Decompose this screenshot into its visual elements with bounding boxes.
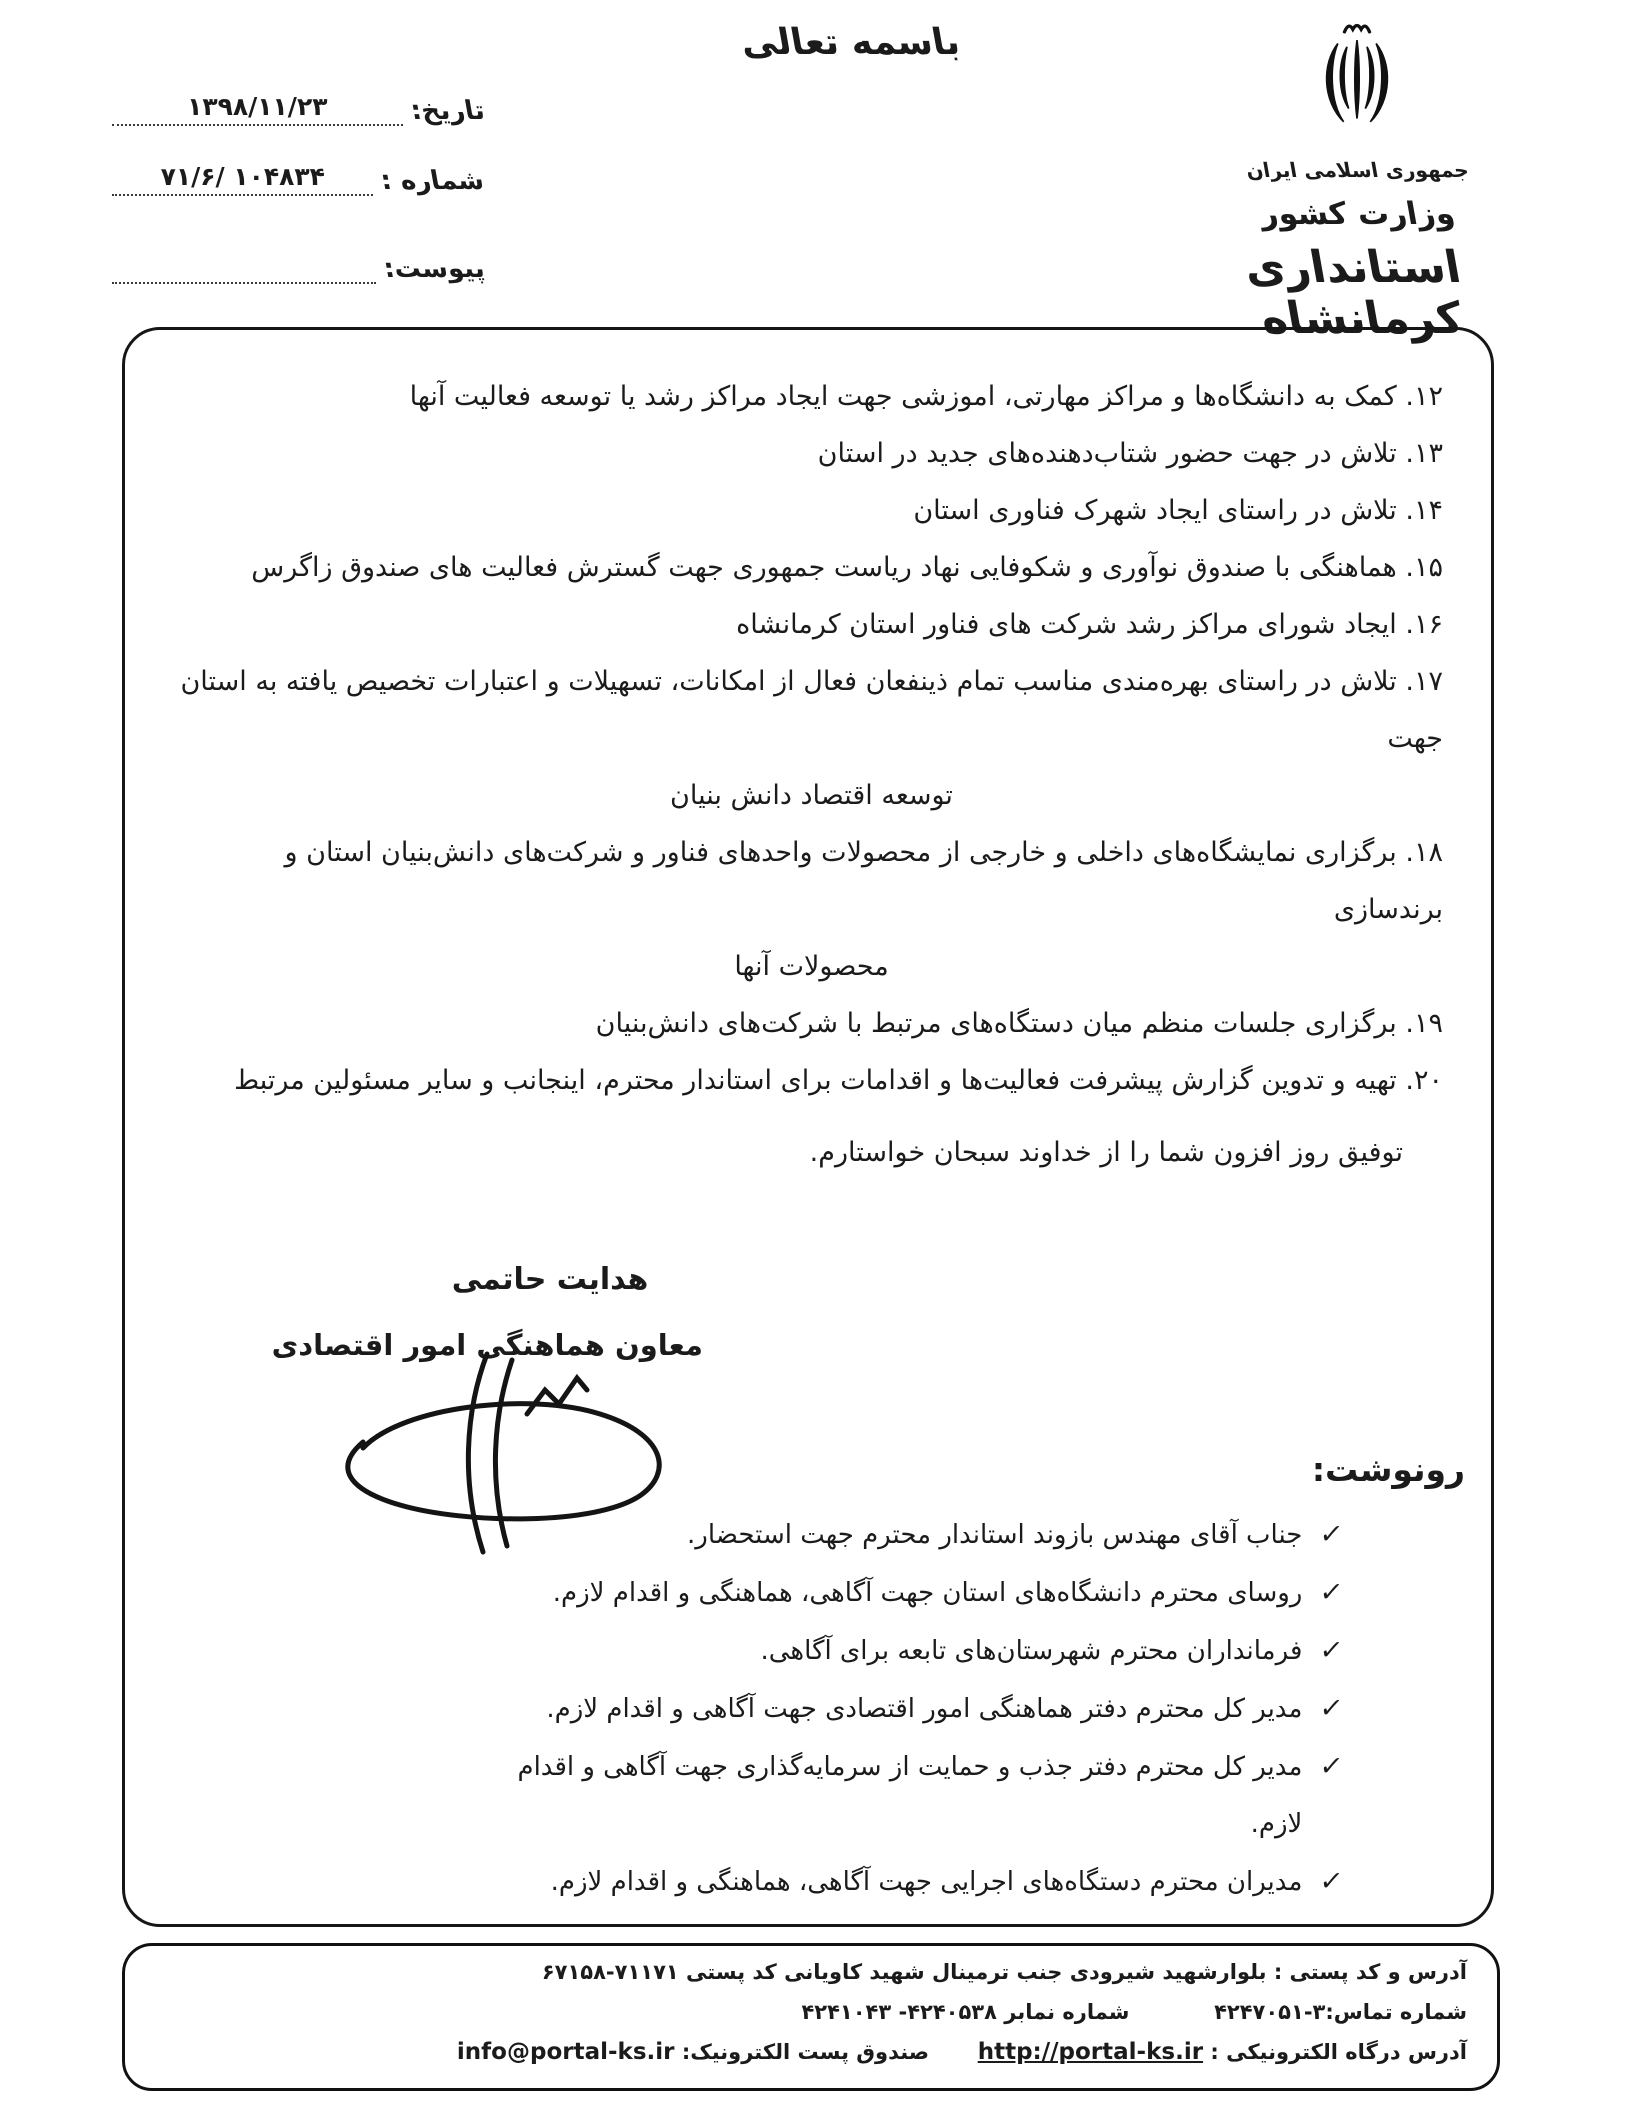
bismillah-text: باسمه تعالی xyxy=(737,22,963,63)
cc-item-5: ✓ مدیر کل محترم دفتر جذب و حمایت از سرمایه‌گذاری جهت آگاهی و اقدام لازم. xyxy=(485,1738,1465,1853)
footer-web-line xyxy=(155,2037,1467,2068)
check-icon: ✓ xyxy=(1318,1635,1346,1666)
list-item-18-continuation: محصولات آنها xyxy=(734,951,889,982)
signer-name: هدایت حاتمی xyxy=(451,1262,649,1297)
address-label: آدرس و کد پستی : xyxy=(1273,1960,1467,1984)
list-item-17-continuation: توسعه اقتصاد دانش بنیان xyxy=(670,780,953,811)
portal-url: http://portal-ks.ir xyxy=(977,2039,1204,2065)
check-icon: ✓ xyxy=(1318,1866,1346,1897)
letter-body xyxy=(125,330,1491,1173)
footer-contact-box xyxy=(122,1943,1500,2091)
letter-body-box xyxy=(122,327,1494,1927)
web-label: آدرس درگاه الکترونیکی : xyxy=(1210,2040,1467,2064)
check-icon: ✓ xyxy=(1318,1751,1346,1782)
cc-item-2: ✓ روسای محترم دانشگاه‌های استان جهت آگاهی، هماهنگی و اقدام لازم. xyxy=(485,1564,1465,1622)
number-row xyxy=(112,152,487,196)
list-item-13: ۱۳. تلاش در جهت حضور شتاب‌دهنده‌های جدید در استان xyxy=(817,438,1443,469)
cc-heading: رونوشت: xyxy=(1311,1450,1465,1489)
footer-phone-line xyxy=(155,1997,1467,2028)
postal-code: ۶۷۱۵۸-۷۱۱۷۱ xyxy=(541,1960,679,1984)
letterhead-block xyxy=(1177,6,1537,344)
attachment-line xyxy=(112,250,376,284)
date-value: ۱۳۹۸/۱۱/۲۳ xyxy=(187,92,328,121)
list-item-12: ۱۲. کمک به دانشگاه‌ها و مراکز مهارتی، اموزشی جهت ایجاد مراکز رشد یا توسعه فعالیت آنها xyxy=(409,381,1443,412)
date-line xyxy=(112,92,403,126)
letter-meta-block xyxy=(112,82,487,284)
list-item-14: ۱۴. تلاش در راستای ایجاد شهرک فناوری استان xyxy=(913,495,1443,526)
fax-value: ۴۲۴۱۰۴۳ -۴۲۴۰۵۳۸ xyxy=(801,2000,997,2024)
date-label: تاریخ: xyxy=(407,96,487,126)
bismillah-heading xyxy=(620,22,1080,63)
date-row xyxy=(112,82,487,126)
check-icon: ✓ xyxy=(1318,1693,1346,1724)
number-value: ۷۱/۶/ ۱۰۴۸۳۴ xyxy=(160,162,325,191)
phone-label: شماره تماس: xyxy=(1325,2000,1467,2024)
cc-section xyxy=(485,1448,1465,1911)
ministry-title: وزارت کشور xyxy=(1256,196,1458,232)
governorate-title: استانداری کرمانشاه xyxy=(1240,242,1467,344)
attachment-row xyxy=(112,240,487,284)
cc-item-4: ✓ مدیر کل محترم دفتر هماهنگی امور اقتصادی جهت آگاهی و اقدام لازم. xyxy=(485,1680,1465,1738)
phone-value: ۴۲۴۷۰۵۱-۳ xyxy=(1214,2000,1326,2024)
email-value: info@portal-ks.ir xyxy=(456,2039,675,2065)
closing-sentence: توفیق روز افزون شما را از خداوند سبحان خواستارم. xyxy=(809,1137,1403,1168)
cc-item-3: ✓ فرمانداران محترم شهرستان‌های تابعه برای آگاهی. xyxy=(485,1622,1465,1680)
number-label: شماره : xyxy=(378,166,487,196)
email-label: صندوق پست الکترونیک: xyxy=(681,2040,930,2064)
check-icon: ✓ xyxy=(1318,1577,1346,1608)
address-text: بلوارشهید شیرودی جنب ترمینال شهید کاویانی کد پستی xyxy=(686,1960,1267,1984)
check-icon: ✓ xyxy=(1318,1519,1346,1550)
footer-address-line xyxy=(155,1957,1467,1988)
number-line xyxy=(112,162,373,196)
list-item-16: ۱۶. ایجاد شورای مراکز رشد شرکت های فناور استان کرمانشاه xyxy=(736,609,1443,640)
fax-label: شماره نمابر xyxy=(1004,2000,1130,2024)
list-item-20: ۲۰. تهیه و تدوین گزارش پیشرفت فعالیت‌ها و اقدامات برای استاندار محترم، اینجانب و سایر مسئولین مرتبط xyxy=(234,1065,1443,1096)
signer-title: معاون هماهنگی امور اقتصادی xyxy=(271,1328,703,1362)
republic-title: جمهوری اسلامی ایران xyxy=(1243,158,1471,182)
cc-item-6: ✓ مدیران محترم دستگاه‌های اجرایی جهت آگاهی، هماهنگی و اقدام لازم. xyxy=(485,1853,1465,1911)
cc-item-1: ✓ جناب آقای مهندس بازوند استاندار محترم جهت استحضار. xyxy=(485,1506,1465,1564)
list-item-18: ۱۸. برگزاری نمایشگاه‌های داخلی و خارجی از محصولات واحدهای فناور و شرکت‌های دانش‌بنیان استان و برندسازی xyxy=(284,837,1443,925)
iran-emblem-icon xyxy=(1307,6,1407,156)
list-item-17: ۱۷. تلاش در راستای بهره‌مندی مناسب تمام ذینفعان فعال از امکانات، تسهیلات و اعتبارات تخصیص یافته به استان جهت xyxy=(180,666,1443,754)
attachment-label: پیوست: xyxy=(381,254,487,284)
list-item-19: ۱۹. برگزاری جلسات منظم میان دستگاه‌های مرتبط با شرکت‌های دانش‌بنیان xyxy=(595,1008,1443,1039)
list-item-15: ۱۵. هماهنگی با صندوق نوآوری و شکوفایی نهاد ریاست جمهوری جهت گسترش فعالیت های صندوق زاگرس xyxy=(251,552,1443,583)
